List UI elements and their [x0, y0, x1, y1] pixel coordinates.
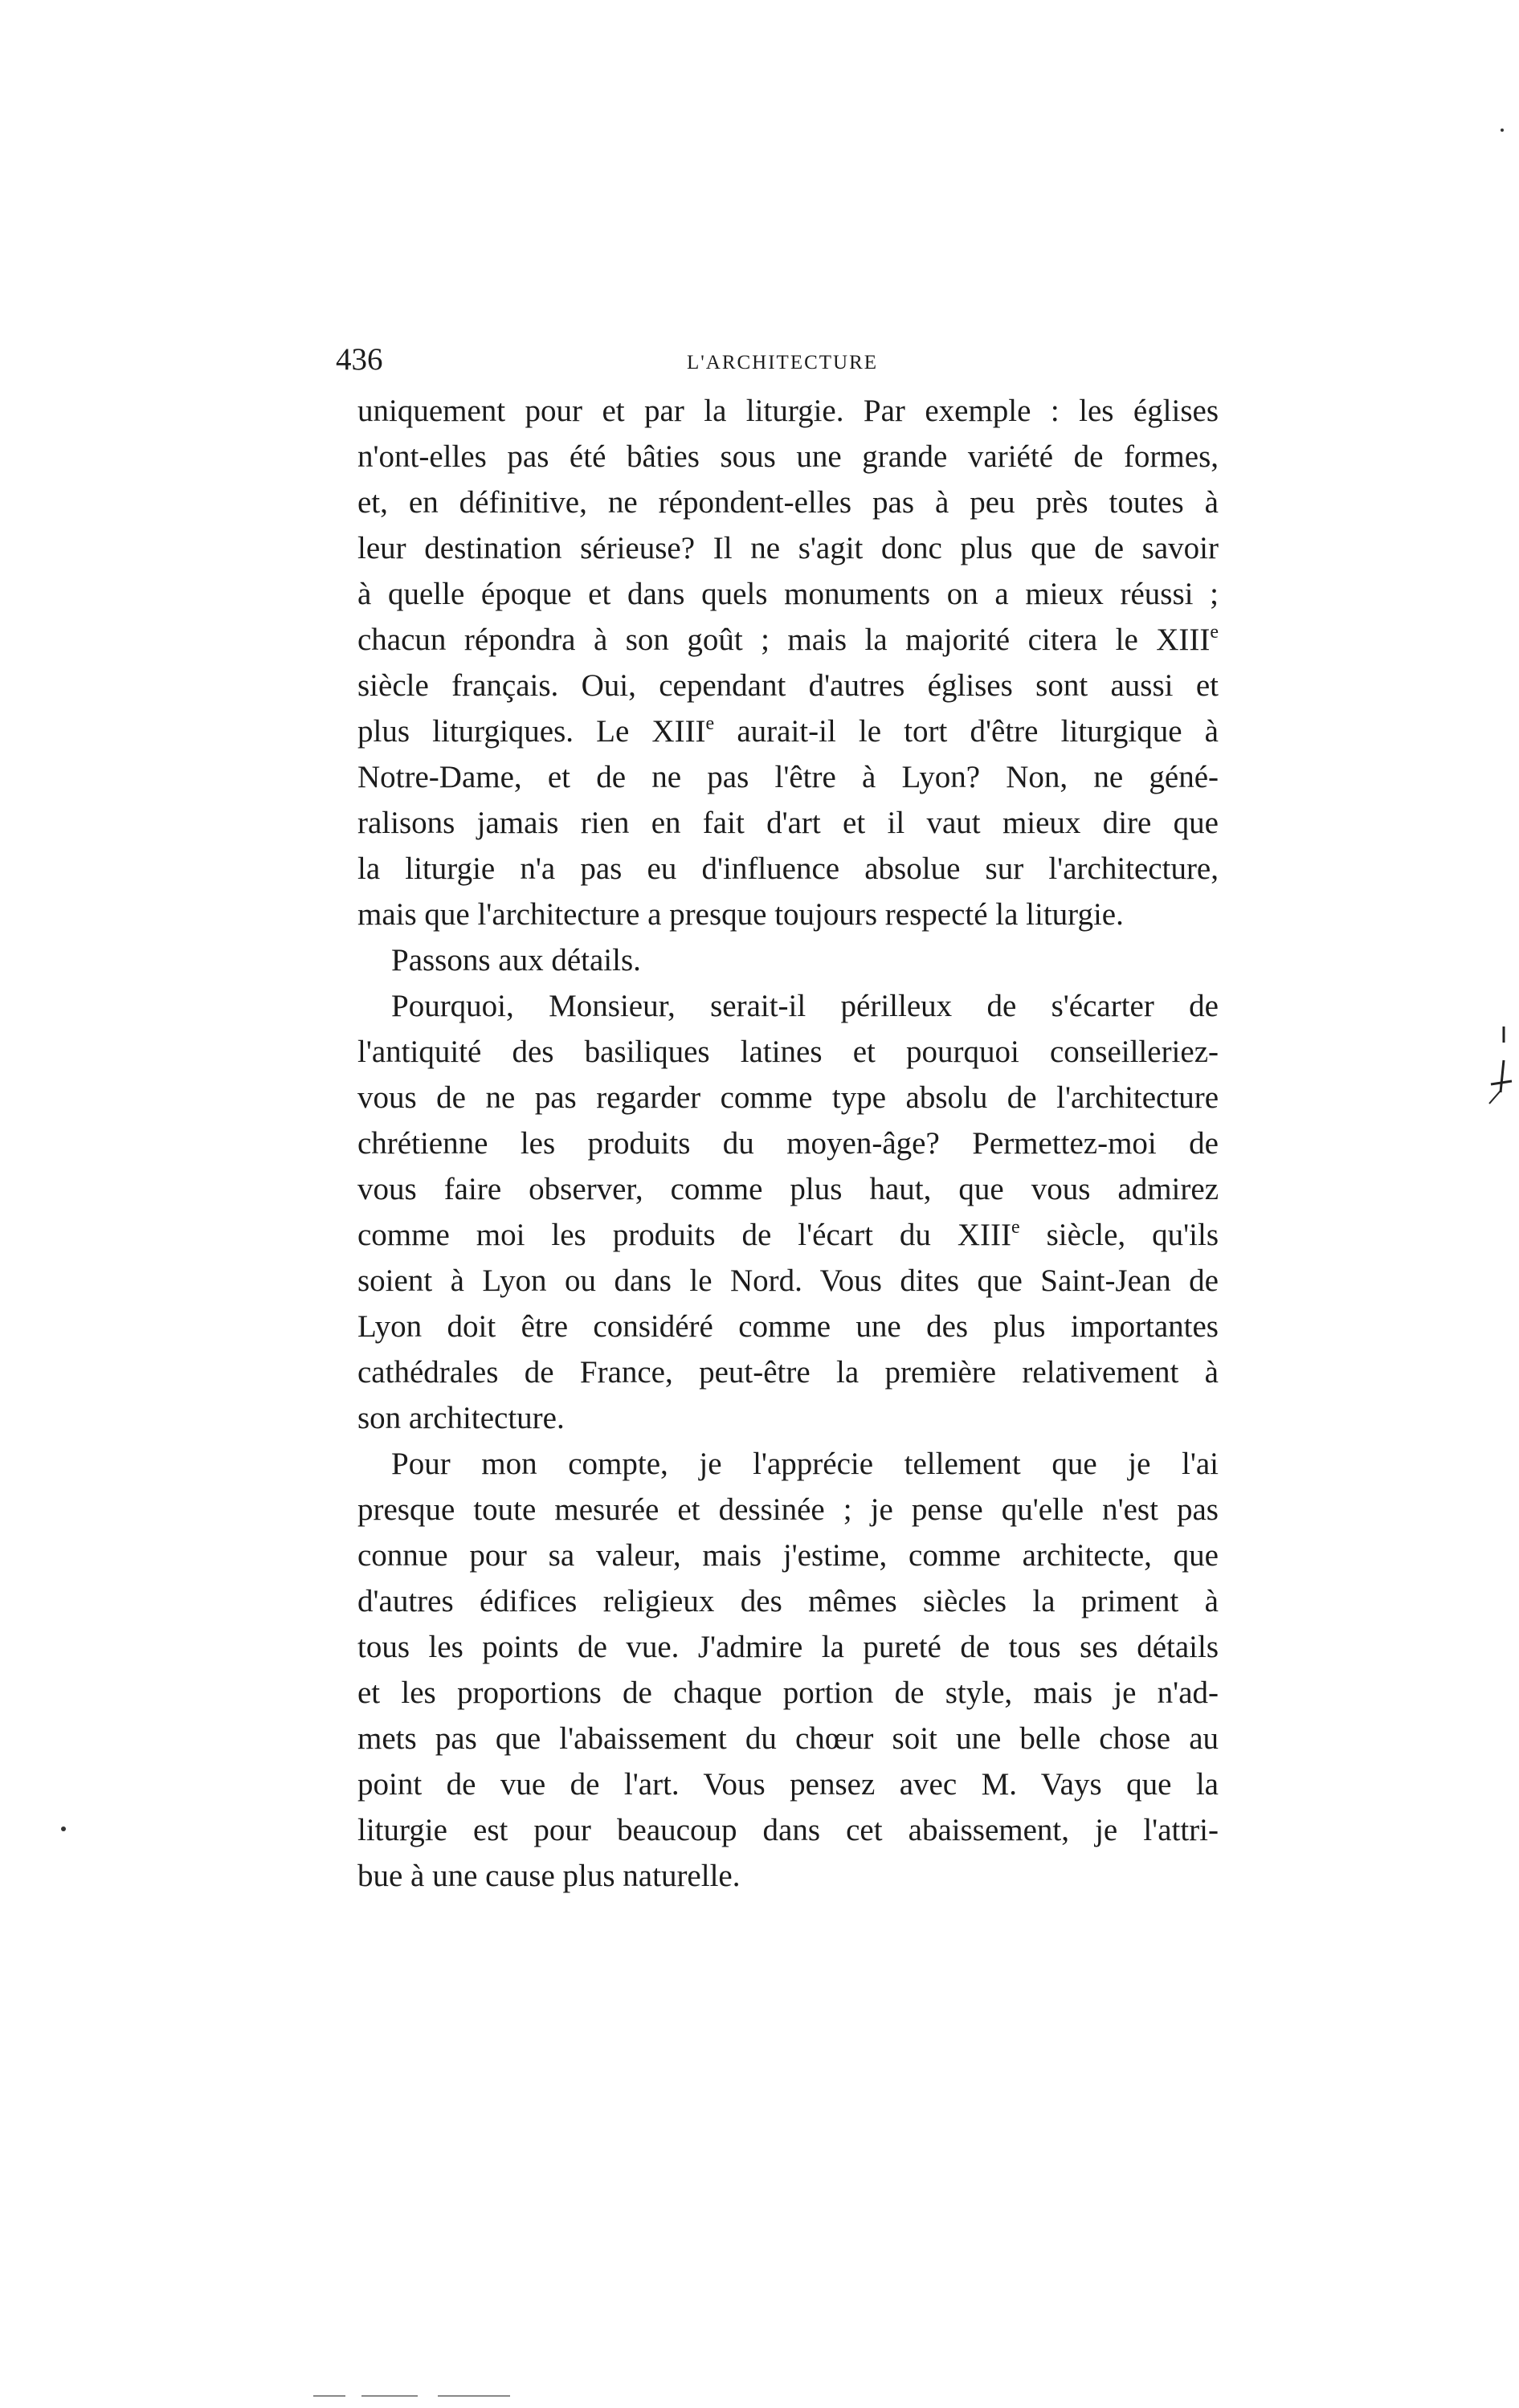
- text-line: la liturgie n'a pas eu d'influence absolue sur l'architecture,: [357, 851, 1219, 886]
- text-line: plus liturgiques. Le XIIIe aurait-il le tort d'être liturgique à: [357, 713, 1219, 749]
- text-line: à quelle époque et dans quels monuments on a mieux réussi ;: [357, 577, 1219, 611]
- running-head: [336, 336, 1139, 384]
- text-line: mais que l'architecture a presque toujours respecté la liturgie.: [357, 897, 1124, 932]
- text-line: l'antiquité des basiliques latines et pourquoi conseilleriez-: [357, 1035, 1219, 1069]
- text-line: d'autres édifices religieux des mêmes siècles la priment à: [357, 1584, 1219, 1618]
- text-line: bue à une cause plus naturelle.: [357, 1859, 741, 1893]
- page-number: 436: [336, 342, 383, 377]
- text-line: vous faire observer, comme plus haut, que vous admirez: [357, 1172, 1219, 1206]
- text-line: et les proportions de chaque portion de style, mais je n'ad-: [357, 1675, 1219, 1710]
- text-line: Lyon doit être considéré comme une des plus importantes: [357, 1309, 1219, 1344]
- text-line: siècle français. Oui, cependant d'autres églises sont aussi et: [357, 668, 1219, 703]
- text-line: liturgie est pour beaucoup dans cet abaissement, je l'attri-: [357, 1813, 1219, 1847]
- margin-annotation-mark: [1486, 1020, 1515, 1108]
- scan-edge-mark: [313, 2395, 345, 2397]
- body-text: [357, 388, 1219, 1899]
- text-line: tous les points de vue. J'admire la pureté de tous ses détails: [357, 1630, 1219, 1664]
- text-line: soient à Lyon ou dans le Nord. Vous dites que Saint-Jean de: [357, 1263, 1219, 1298]
- text-line: et, en définitive, ne répondent-elles pas à peu près toutes à: [357, 485, 1219, 520]
- text-line: chrétienne les produits du moyen-âge? Permettez-moi de: [357, 1126, 1219, 1161]
- text-line: presque toute mesurée et dessinée ; je pense qu'elle n'est pas: [357, 1492, 1219, 1527]
- text-line: Pourquoi, Monsieur, serait-il périlleux de s'écarter de: [391, 989, 1219, 1023]
- stray-mark: [1501, 129, 1504, 132]
- text-line: ralisons jamais rien en fait d'art et il vaut mieux dire que: [357, 806, 1219, 840]
- text-line: n'ont-elles pas été bâties sous une grande variété de formes,: [357, 439, 1219, 474]
- text-line: son architecture.: [357, 1401, 565, 1435]
- scan-edge-mark: [438, 2395, 510, 2397]
- running-title: L'ARCHITECTURE: [687, 352, 879, 373]
- stray-mark: [61, 1826, 66, 1831]
- text-line: uniquement pour et par la liturgie. Par exemple : les églises: [357, 394, 1219, 428]
- text-line: leur destination sérieuse? Il ne s'agit donc plus que de savoir: [357, 531, 1219, 565]
- text-line: Pour mon compte, je l'apprécie tellement que je l'ai: [391, 1447, 1219, 1481]
- scan-edge-mark: [361, 2395, 418, 2397]
- text-line: connue pour sa valeur, mais j'estime, comme architecte, que: [357, 1538, 1219, 1573]
- text-line: vous de ne pas regarder comme type absolu de l'architecture: [357, 1080, 1219, 1115]
- text-line: Notre-Dame, et de ne pas l'être à Lyon? Non, ne géné-: [357, 760, 1219, 794]
- text-line: chacun répondra à son goût ; mais la majorité citera le XIIIe: [357, 622, 1219, 657]
- text-line: comme moi les produits de l'écart du XIIIe siècle, qu'ils: [357, 1217, 1219, 1252]
- text-line: mets pas que l'abaissement du chœur soit une belle chose au: [357, 1721, 1219, 1756]
- text-line: point de vue de l'art. Vous pensez avec M. Vays que la: [357, 1767, 1219, 1802]
- text-line: Passons aux détails.: [391, 943, 641, 977]
- text-line: cathédrales de France, peut-être la première relativement à: [357, 1355, 1219, 1390]
